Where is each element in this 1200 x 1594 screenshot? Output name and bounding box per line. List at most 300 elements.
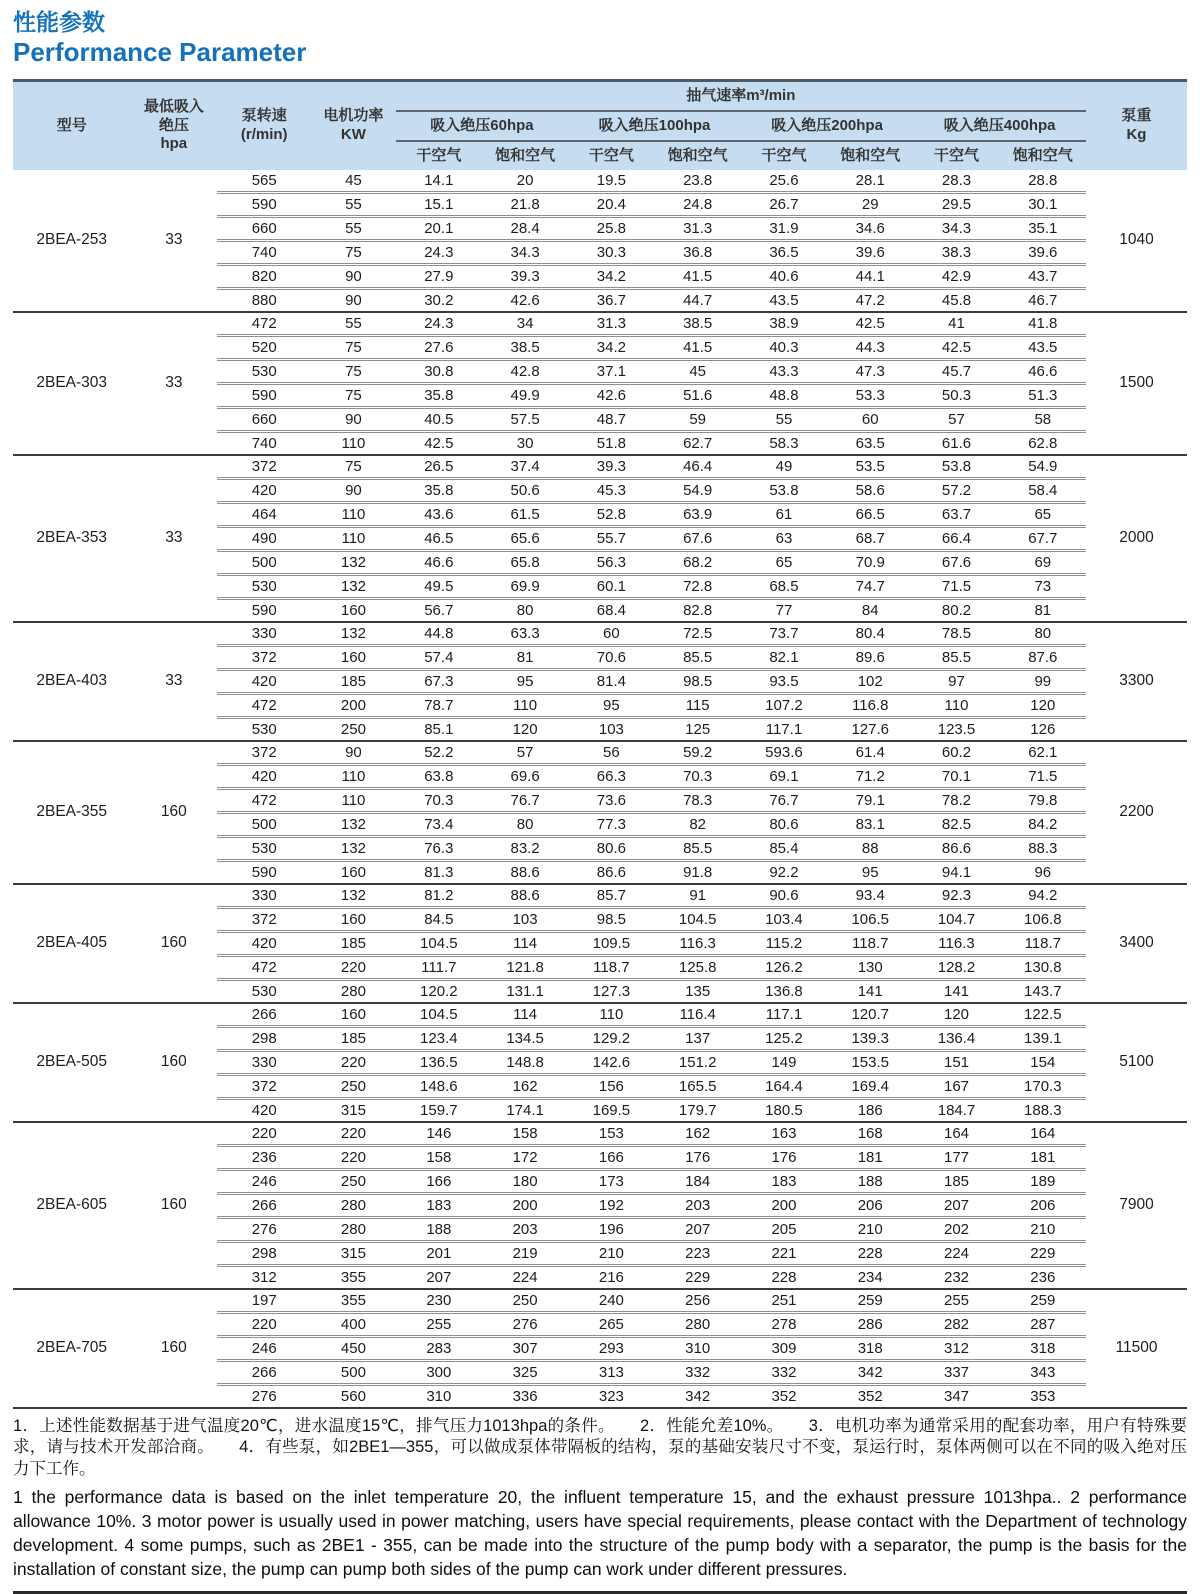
sat200-cell: 71.2 bbox=[827, 764, 913, 788]
sat100-cell: 91.8 bbox=[655, 860, 741, 884]
sat400-cell: 46.6 bbox=[1000, 359, 1086, 383]
dry400-cell: 61.6 bbox=[913, 431, 999, 455]
sat200-cell: 188 bbox=[827, 1169, 913, 1193]
sat100-cell: 85.5 bbox=[655, 645, 741, 669]
speed-cell: 420 bbox=[217, 931, 311, 955]
sat100-cell: 62.7 bbox=[655, 431, 741, 455]
power-cell: 160 bbox=[311, 1003, 396, 1027]
dry60-cell: 230 bbox=[396, 1289, 482, 1313]
sat60-cell: 114 bbox=[482, 1003, 568, 1027]
sat100-cell: 125.8 bbox=[655, 955, 741, 979]
speed-cell: 660 bbox=[217, 216, 311, 240]
dry100-cell: 142.6 bbox=[568, 1050, 654, 1074]
dry400-cell: 80.2 bbox=[913, 598, 999, 622]
header-pumping-rate: 抽气速率m³/min bbox=[396, 80, 1086, 111]
dry400-cell: 110 bbox=[913, 693, 999, 717]
speed-cell: 590 bbox=[217, 383, 311, 407]
speed-cell: 530 bbox=[217, 574, 311, 598]
sat400-cell: 35.1 bbox=[1000, 216, 1086, 240]
header-weight-line2: Kg bbox=[1126, 125, 1147, 143]
dry60-cell: 136.5 bbox=[396, 1050, 482, 1074]
sat200-cell: 186 bbox=[827, 1098, 913, 1122]
dry200-cell: 126.2 bbox=[741, 955, 827, 979]
dry200-cell: 93.5 bbox=[741, 669, 827, 693]
dry400-cell: 42.9 bbox=[913, 264, 999, 288]
sat60-cell: 336 bbox=[482, 1384, 568, 1408]
sat100-cell: 229 bbox=[655, 1265, 741, 1289]
model-cell: 2BEA-355 bbox=[13, 741, 130, 884]
dry100-cell: 34.2 bbox=[568, 335, 654, 359]
dry100-cell: 45.3 bbox=[568, 478, 654, 502]
dry100-cell: 85.7 bbox=[568, 884, 654, 908]
dry400-cell: 136.4 bbox=[913, 1026, 999, 1050]
dry60-cell: 81.2 bbox=[396, 884, 482, 908]
sat200-cell: 342 bbox=[827, 1360, 913, 1384]
sat400-cell: 43.5 bbox=[1000, 335, 1086, 359]
power-cell: 220 bbox=[311, 1145, 396, 1169]
min-pressure-cell: 160 bbox=[130, 1003, 217, 1122]
dry100-cell: 323 bbox=[568, 1384, 654, 1408]
model-cell: 2BEA-505 bbox=[13, 1003, 130, 1122]
header-model: 型号 bbox=[13, 80, 130, 170]
speed-cell: 372 bbox=[217, 645, 311, 669]
power-cell: 220 bbox=[311, 1122, 396, 1146]
dry200-cell: 183 bbox=[741, 1169, 827, 1193]
sat200-cell: 47.3 bbox=[827, 359, 913, 383]
sat400-cell: 170.3 bbox=[1000, 1074, 1086, 1098]
dry60-cell: 15.1 bbox=[396, 192, 482, 216]
dry400-cell: 94.1 bbox=[913, 860, 999, 884]
power-cell: 75 bbox=[311, 359, 396, 383]
performance-table bbox=[13, 79, 1187, 1409]
dry100-cell: 60.1 bbox=[568, 574, 654, 598]
dry200-cell: 176 bbox=[741, 1145, 827, 1169]
dry100-cell: 25.8 bbox=[568, 216, 654, 240]
speed-cell: 530 bbox=[217, 836, 311, 860]
sat60-cell: 42.6 bbox=[482, 288, 568, 312]
page-title-zh: 性能参数 bbox=[13, 9, 105, 35]
power-cell: 110 bbox=[311, 788, 396, 812]
power-cell: 132 bbox=[311, 622, 396, 646]
sat400-cell: 62.8 bbox=[1000, 431, 1086, 455]
sat100-cell: 59.2 bbox=[655, 741, 741, 765]
power-cell: 75 bbox=[311, 455, 396, 479]
sat200-cell: 80.4 bbox=[827, 622, 913, 646]
sat200-cell: 34.6 bbox=[827, 216, 913, 240]
sat200-cell: 118.7 bbox=[827, 931, 913, 955]
dry60-cell: 57.4 bbox=[396, 645, 482, 669]
header-min-pressure bbox=[130, 80, 217, 170]
dry60-cell: 67.3 bbox=[396, 669, 482, 693]
sat200-cell: 102 bbox=[827, 669, 913, 693]
header-power bbox=[311, 80, 396, 170]
speed-cell: 298 bbox=[217, 1026, 311, 1050]
speed-cell: 420 bbox=[217, 669, 311, 693]
dry200-cell: 164.4 bbox=[741, 1074, 827, 1098]
sat60-cell: 325 bbox=[482, 1360, 568, 1384]
sat400-cell: 287 bbox=[1000, 1312, 1086, 1336]
speed-cell: 372 bbox=[217, 907, 311, 931]
sat200-cell: 139.3 bbox=[827, 1026, 913, 1050]
dry100-cell: 56 bbox=[568, 741, 654, 765]
dry400-cell: 282 bbox=[913, 1312, 999, 1336]
dry400-cell: 92.3 bbox=[913, 884, 999, 908]
dry400-cell: 67.6 bbox=[913, 550, 999, 574]
speed-cell: 330 bbox=[217, 622, 311, 646]
dry100-cell: 52.8 bbox=[568, 502, 654, 526]
sat400-cell: 65 bbox=[1000, 502, 1086, 526]
speed-cell: 298 bbox=[217, 1241, 311, 1265]
speed-cell: 266 bbox=[217, 1003, 311, 1027]
power-cell: 160 bbox=[311, 598, 396, 622]
speed-cell: 420 bbox=[217, 478, 311, 502]
header-weight bbox=[1086, 80, 1187, 170]
sat200-cell: 210 bbox=[827, 1217, 913, 1241]
dry200-cell: 58.3 bbox=[741, 431, 827, 455]
speed-cell: 420 bbox=[217, 1098, 311, 1122]
speed-cell: 220 bbox=[217, 1312, 311, 1336]
dry60-cell: 120.2 bbox=[396, 979, 482, 1003]
sat400-cell: 43.7 bbox=[1000, 264, 1086, 288]
dry200-cell: 73.7 bbox=[741, 622, 827, 646]
power-cell: 132 bbox=[311, 574, 396, 598]
dry400-cell: 224 bbox=[913, 1241, 999, 1265]
dry200-cell: 63 bbox=[741, 526, 827, 550]
power-cell: 250 bbox=[311, 717, 396, 741]
dry100-cell: 192 bbox=[568, 1193, 654, 1217]
sat400-cell: 210 bbox=[1000, 1217, 1086, 1241]
power-cell: 45 bbox=[345, 171, 362, 189]
sat100-cell: 67.6 bbox=[655, 526, 741, 550]
dry200-cell: 221 bbox=[741, 1241, 827, 1265]
speed-cell: 246 bbox=[217, 1169, 311, 1193]
dry60-cell: 158 bbox=[396, 1145, 482, 1169]
header-min-pressure-line3: hpa bbox=[160, 135, 188, 153]
dry100-cell: 55.7 bbox=[568, 526, 654, 550]
dry60-cell: 35.8 bbox=[396, 478, 482, 502]
speed-cell: 220 bbox=[217, 1122, 311, 1146]
sat200-cell: 116.8 bbox=[827, 693, 913, 717]
speed-cell: 590 bbox=[217, 598, 311, 622]
sat100-cell: 137 bbox=[655, 1026, 741, 1050]
dry60-cell: 104.5 bbox=[396, 931, 482, 955]
sat200-cell: 141 bbox=[827, 979, 913, 1003]
sat400-cell: 84.2 bbox=[1000, 812, 1086, 836]
dry200-cell: 200 bbox=[741, 1193, 827, 1217]
table-row-2BEA-253-565 bbox=[13, 170, 1187, 193]
header-dry-air-200: 干空气 bbox=[741, 141, 827, 170]
power-cell: 132 bbox=[311, 884, 396, 908]
sat400-cell: 80 bbox=[1000, 622, 1086, 646]
speed-cell: 464 bbox=[217, 502, 311, 526]
sat400-cell: 126 bbox=[1000, 717, 1086, 741]
sat60-cell: 34 bbox=[482, 312, 568, 336]
sat100-cell: 23.8 bbox=[683, 171, 713, 189]
sat400-cell: 94.2 bbox=[1000, 884, 1086, 908]
min-pressure-cell: 160 bbox=[130, 741, 217, 884]
dry100-cell: 30.3 bbox=[568, 240, 654, 264]
sat60-cell: 81 bbox=[482, 645, 568, 669]
sat200-cell: 53.3 bbox=[827, 383, 913, 407]
sat100-cell: 72.5 bbox=[655, 622, 741, 646]
speed-cell: 520 bbox=[217, 335, 311, 359]
dry400-cell: 70.1 bbox=[913, 764, 999, 788]
dry100-cell: 77.3 bbox=[568, 812, 654, 836]
dry200-cell: 53.8 bbox=[741, 478, 827, 502]
dry400-cell: 34.3 bbox=[913, 216, 999, 240]
speed-cell: 740 bbox=[217, 240, 311, 264]
dry100-cell: 265 bbox=[568, 1312, 654, 1336]
dry200-cell: 107.2 bbox=[741, 693, 827, 717]
dry400-cell: 337 bbox=[913, 1360, 999, 1384]
sat60-cell: 219 bbox=[482, 1241, 568, 1265]
sat60-cell: 49.9 bbox=[482, 383, 568, 407]
sat100-cell: 91 bbox=[655, 884, 741, 908]
table-header bbox=[13, 80, 1187, 170]
power-cell: 110 bbox=[311, 431, 396, 455]
sat400-cell: 154 bbox=[1000, 1050, 1086, 1074]
sat400-cell: 28.8 bbox=[1028, 171, 1058, 189]
dry400-cell: 116.3 bbox=[913, 931, 999, 955]
speed-cell: 472 bbox=[217, 788, 311, 812]
sat400-cell: 71.5 bbox=[1000, 764, 1086, 788]
header-saturated-air-100: 饱和空气 bbox=[655, 141, 741, 170]
sat200-cell: 89.6 bbox=[827, 645, 913, 669]
sat100-cell: 38.5 bbox=[655, 312, 741, 336]
dry100-cell: 129.2 bbox=[568, 1026, 654, 1050]
dry200-cell: 352 bbox=[741, 1384, 827, 1408]
power-cell: 110 bbox=[311, 502, 396, 526]
min-pressure-cell: 160 bbox=[130, 1122, 217, 1289]
sat100-cell: 184 bbox=[655, 1169, 741, 1193]
sat60-cell: 57 bbox=[482, 741, 568, 765]
power-cell: 160 bbox=[311, 645, 396, 669]
dry400-cell: 123.5 bbox=[913, 717, 999, 741]
dry400-cell: 86.6 bbox=[913, 836, 999, 860]
sat400-cell: 122.5 bbox=[1000, 1003, 1086, 1027]
model-cell: 2BEA-605 bbox=[13, 1122, 130, 1289]
sat100-cell: 115 bbox=[655, 693, 741, 717]
dry200-cell: 85.4 bbox=[741, 836, 827, 860]
dry200-cell: 205 bbox=[741, 1217, 827, 1241]
sat60-cell: 30 bbox=[482, 431, 568, 455]
dry60-cell: 35.8 bbox=[396, 383, 482, 407]
sat60-cell: 42.8 bbox=[482, 359, 568, 383]
sat100-cell: 280 bbox=[655, 1312, 741, 1336]
table-row-2BEA-705-197 bbox=[13, 1289, 1187, 1313]
sat60-cell: 200 bbox=[482, 1193, 568, 1217]
sat200-cell: 58.6 bbox=[827, 478, 913, 502]
dry60-cell: 27.9 bbox=[396, 264, 482, 288]
sat60-cell: 28.4 bbox=[482, 216, 568, 240]
sat100-cell: 203 bbox=[655, 1193, 741, 1217]
min-pressure-cell: 33 bbox=[130, 455, 217, 622]
sat100-cell: 46.4 bbox=[655, 455, 741, 479]
dry400-cell: 185 bbox=[913, 1169, 999, 1193]
dry100-cell: 73.6 bbox=[568, 788, 654, 812]
sat400-cell: 353 bbox=[1000, 1384, 1086, 1408]
dry200-cell: 40.3 bbox=[741, 335, 827, 359]
model-cell: 2BEA-403 bbox=[13, 622, 130, 741]
dry200-cell: 77 bbox=[741, 598, 827, 622]
dry60-cell: 30.2 bbox=[396, 288, 482, 312]
dry60-cell: 166 bbox=[396, 1169, 482, 1193]
dry100-cell: 313 bbox=[568, 1360, 654, 1384]
dry200-cell: 149 bbox=[741, 1050, 827, 1074]
sat200-cell: 29 bbox=[827, 192, 913, 216]
dry200-cell: 228 bbox=[741, 1265, 827, 1289]
footnote-chinese: 1．上述性能数据基于进气温度20℃，进水温度15℃，排气压力1013hpa的条件。 2．性能允差10%。 3．电机功率为通常采用的配套功率，用户有特殊要求，请与技术开发部洽商。 4．有些泵，如2BE1—355，可以做成泵体带隔板的结构，泵的基础安装尺寸不变，泵运行时，泵体两侧可以在不同的吸入绝对压力下工作。 bbox=[13, 1416, 1187, 1478]
dry200-cell: 25.6 bbox=[769, 171, 799, 189]
sat400-cell: 30.1 bbox=[1000, 192, 1086, 216]
sat100-cell: 41.5 bbox=[655, 264, 741, 288]
weight-cell: 7900 bbox=[1086, 1122, 1187, 1289]
table-row-2BEA-353-372 bbox=[13, 455, 1187, 479]
dry400-cell: 104.7 bbox=[913, 907, 999, 931]
min-pressure-cell: 33 bbox=[130, 622, 217, 741]
power-cell: 185 bbox=[311, 931, 396, 955]
sat100-cell: 116.4 bbox=[655, 1003, 741, 1027]
dry400-cell: 53.8 bbox=[913, 455, 999, 479]
sat200-cell: 318 bbox=[827, 1336, 913, 1360]
sat60-cell: 148.8 bbox=[482, 1050, 568, 1074]
power-cell: 250 bbox=[311, 1074, 396, 1098]
dry200-cell: 69.1 bbox=[741, 764, 827, 788]
dry60-cell: 255 bbox=[396, 1312, 482, 1336]
sat100-cell: 332 bbox=[655, 1360, 741, 1384]
dry200-cell: 48.8 bbox=[741, 383, 827, 407]
sat60-cell: 121.8 bbox=[482, 955, 568, 979]
sat60-cell: 180 bbox=[482, 1169, 568, 1193]
dry200-cell: 40.6 bbox=[741, 264, 827, 288]
sat400-cell: 62.1 bbox=[1000, 741, 1086, 765]
sat400-cell: 99 bbox=[1000, 669, 1086, 693]
sat100-cell: 59 bbox=[655, 407, 741, 431]
dry60-cell: 27.6 bbox=[396, 335, 482, 359]
dry400-cell: 45.8 bbox=[913, 288, 999, 312]
sat200-cell: 127.6 bbox=[827, 717, 913, 741]
header-pressure-100hpa: 吸入绝压100hpa bbox=[568, 111, 741, 141]
sat200-cell: 74.7 bbox=[827, 574, 913, 598]
power-cell: 90 bbox=[311, 407, 396, 431]
speed-cell: 565 bbox=[251, 171, 277, 189]
dry100-cell: 216 bbox=[568, 1265, 654, 1289]
model-cell: 2BEA-705 bbox=[13, 1289, 130, 1408]
weight-cell: 2200 bbox=[1086, 741, 1187, 884]
dry200-cell: 36.5 bbox=[741, 240, 827, 264]
dry400-cell: 45.7 bbox=[913, 359, 999, 383]
sat60-cell: 158 bbox=[482, 1122, 568, 1146]
speed-cell: 372 bbox=[217, 741, 311, 765]
dry60-cell: 49.5 bbox=[396, 574, 482, 598]
dry60-cell: 44.8 bbox=[396, 622, 482, 646]
power-cell: 110 bbox=[311, 526, 396, 550]
model-cell: 2BEA-253 bbox=[36, 231, 108, 249]
dry200-cell: 163 bbox=[741, 1122, 827, 1146]
sat60-cell: 69.9 bbox=[482, 574, 568, 598]
power-cell: 500 bbox=[311, 1360, 396, 1384]
header-dry-air-100: 干空气 bbox=[568, 141, 654, 170]
sat60-cell: 20 bbox=[516, 171, 534, 189]
header-weight-line1: 泵重 bbox=[1121, 107, 1152, 125]
weight-cell: 5100 bbox=[1086, 1003, 1187, 1122]
sat100-cell: 165.5 bbox=[655, 1074, 741, 1098]
power-cell: 75 bbox=[311, 335, 396, 359]
power-cell: 90 bbox=[311, 478, 396, 502]
dry400-cell: 57.2 bbox=[913, 478, 999, 502]
weight-cell: 1040 bbox=[1119, 231, 1154, 249]
dry100-cell: 80.6 bbox=[568, 836, 654, 860]
sat100-cell: 51.6 bbox=[655, 383, 741, 407]
dry100-cell: 86.6 bbox=[568, 860, 654, 884]
speed-cell: 330 bbox=[217, 1050, 311, 1074]
power-cell: 132 bbox=[311, 550, 396, 574]
speed-cell: 197 bbox=[217, 1289, 311, 1313]
model-cell: 2BEA-353 bbox=[13, 455, 130, 622]
dry60-cell: 148.6 bbox=[396, 1074, 482, 1098]
sat100-cell: 342 bbox=[655, 1384, 741, 1408]
power-cell: 55 bbox=[311, 312, 396, 336]
sat60-cell: 88.6 bbox=[482, 884, 568, 908]
sat100-cell: 207 bbox=[655, 1217, 741, 1241]
sat60-cell: 69.6 bbox=[482, 764, 568, 788]
power-cell: 90 bbox=[311, 264, 396, 288]
sat400-cell: 139.1 bbox=[1000, 1026, 1086, 1050]
speed-cell: 472 bbox=[217, 312, 311, 336]
sat400-cell: 58 bbox=[1000, 407, 1086, 431]
sat200-cell: 181 bbox=[827, 1145, 913, 1169]
power-cell: 280 bbox=[311, 979, 396, 1003]
header-pressure-200hpa: 吸入绝压200hpa bbox=[741, 111, 914, 141]
dry60-cell: 52.2 bbox=[396, 741, 482, 765]
header-min-pressure-line1: 最低吸入 bbox=[143, 97, 204, 115]
dry60-cell: 42.5 bbox=[396, 431, 482, 455]
speed-cell: 530 bbox=[217, 717, 311, 741]
dry100-cell: 103 bbox=[568, 717, 654, 741]
sat200-cell: 28.1 bbox=[855, 171, 885, 189]
dry100-cell: 196 bbox=[568, 1217, 654, 1241]
sat60-cell: 103 bbox=[482, 907, 568, 931]
dry200-cell: 43.5 bbox=[741, 288, 827, 312]
speed-cell: 246 bbox=[217, 1336, 311, 1360]
dry60-cell: 310 bbox=[396, 1384, 482, 1408]
dry100-cell: 60 bbox=[568, 622, 654, 646]
footnote-english: 1 the performance data is based on the inlet temperature 20, the influent temperature 15, and the exhaust pressure 1013hpa.. 2 performance allowance 10%. 3 motor power is usually used in power matching, users have special requirements, please contact with the Department of technology development. 4 some pumps, such as 2BE1 - 355, can be made into the structure of the pump body with a separator, the pump is the basis for the installation of constant size, the pump can pump both sides of the pump can work under different pressures. bbox=[13, 1487, 1187, 1579]
dry60-cell: 111.7 bbox=[396, 955, 482, 979]
speed-cell: 330 bbox=[217, 884, 311, 908]
dry200-cell: 117.1 bbox=[741, 1003, 827, 1027]
dry60-cell: 56.7 bbox=[396, 598, 482, 622]
speed-cell: 236 bbox=[217, 1145, 311, 1169]
dry200-cell: 65 bbox=[741, 550, 827, 574]
header-speed-line1: 泵转速 bbox=[241, 107, 287, 125]
dry400-cell: 82.5 bbox=[913, 812, 999, 836]
power-cell: 110 bbox=[311, 764, 396, 788]
power-cell: 250 bbox=[311, 1169, 396, 1193]
sat100-cell: 72.8 bbox=[655, 574, 741, 598]
sat400-cell: 79.8 bbox=[1000, 788, 1086, 812]
sat400-cell: 118.7 bbox=[1000, 931, 1086, 955]
dry60-cell: 146 bbox=[396, 1122, 482, 1146]
dry400-cell: 255 bbox=[913, 1289, 999, 1313]
power-cell: 280 bbox=[311, 1193, 396, 1217]
weight-cell: 3300 bbox=[1086, 622, 1187, 741]
dry200-cell: 26.7 bbox=[741, 192, 827, 216]
header-speed bbox=[217, 80, 311, 170]
header-saturated-air-200: 饱和空气 bbox=[827, 141, 913, 170]
speed-cell: 500 bbox=[217, 812, 311, 836]
dry200-cell: 332 bbox=[741, 1360, 827, 1384]
